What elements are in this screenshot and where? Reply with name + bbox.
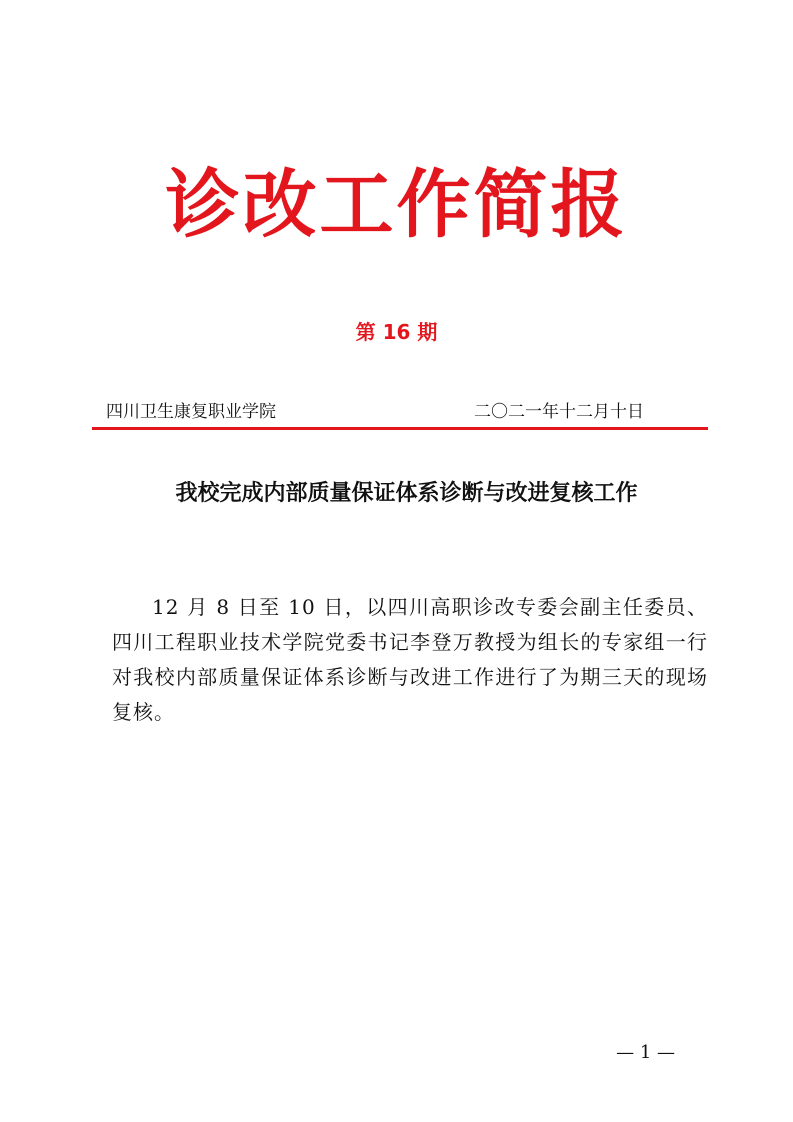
publisher-line	[92, 397, 708, 421]
issue-date: 二〇二一年十二月十日	[474, 402, 644, 422]
red-divider-line	[92, 427, 708, 430]
issue-number: 第 16 期	[355, 320, 438, 344]
masthead-title: 诊改工作简报	[165, 162, 628, 248]
article-body: 12 月 8 日至 10 日，以四川高职诊改专委会副主任委员、四川工程职业技术学院党委书记李登万教授为组长的专家组一行对我校内部质量保证体系诊断与改进工作进行了为期三天的现场复核。	[112, 595, 708, 724]
page-number: — 1 —	[616, 1042, 675, 1063]
article-title: 我校完成内部质量保证体系诊断与改进复核工作	[175, 480, 638, 506]
organization-name: 四川卫生康复职业学院	[106, 402, 276, 422]
